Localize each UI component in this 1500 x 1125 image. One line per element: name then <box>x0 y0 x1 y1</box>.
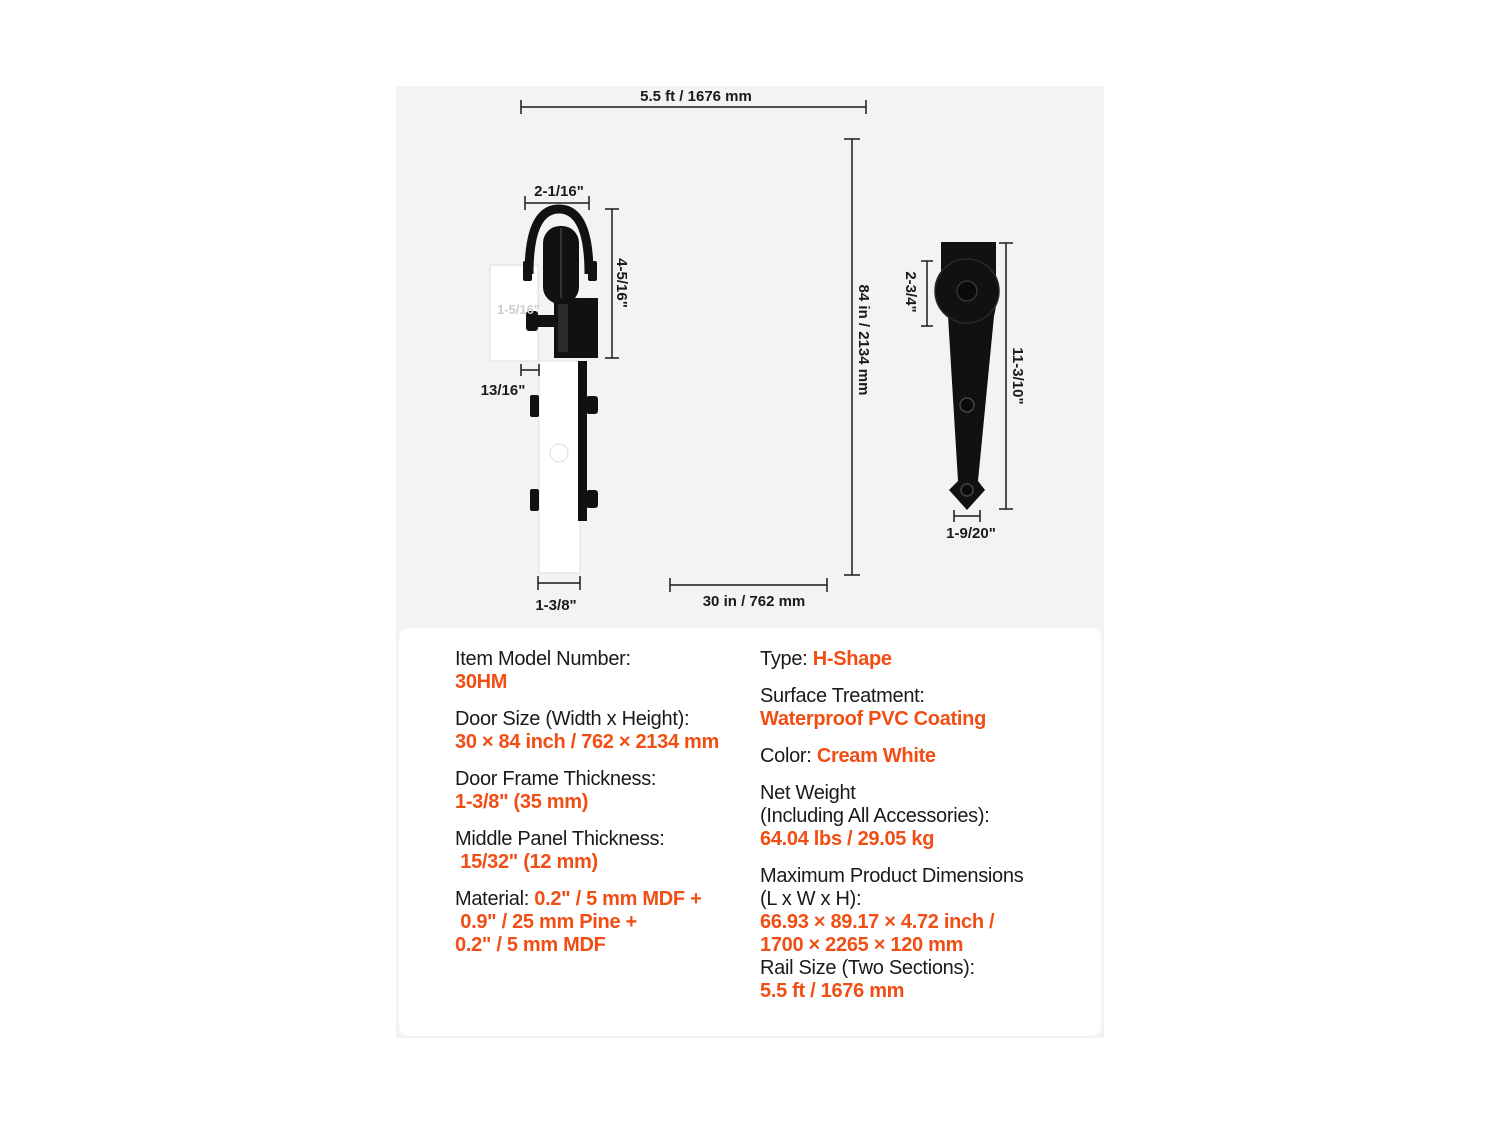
door-knob <box>550 444 568 462</box>
spec-label: Type: <box>760 648 813 670</box>
hanger-width-label: 2-1/16" <box>534 183 584 200</box>
bolt-head-left <box>530 395 539 417</box>
spec-max-dimensions <box>760 865 1090 957</box>
bolt-nut-right <box>586 396 598 414</box>
spec-value: 66.93 × 89.17 × 4.72 inch / <box>760 911 995 933</box>
spec-value: H-Shape <box>812 648 892 670</box>
spec-value: 0.2" / 5 mm MDF + <box>534 888 702 910</box>
spec-frame-thickness <box>455 768 755 814</box>
spec-label: Color: <box>760 745 817 767</box>
strap-length-label: 11-3/10" <box>1009 347 1026 405</box>
door-height-label: 84 in / 2134 mm <box>855 284 872 396</box>
spec-value: 64.04 lbs / 29.05 kg <box>760 828 935 850</box>
spec-panel-thickness <box>455 828 755 874</box>
bolt-head-left <box>530 489 539 511</box>
spec-value: 30HM <box>455 671 508 693</box>
gap-dimension <box>521 364 539 376</box>
spacer-label: 1-5/16" <box>497 302 541 317</box>
arrow-strap-front-view <box>935 242 999 510</box>
spec-label: (Including All Accessories): <box>760 805 990 827</box>
spec-surface-treatment <box>760 685 1090 731</box>
spec-label: Rail Size (Two Sections): <box>760 957 975 979</box>
specs-left-column <box>455 648 755 971</box>
gap-label: 13/16" <box>480 382 526 399</box>
spec-net-weight <box>760 782 1090 851</box>
rail-length-label: 5.5 ft / 1676 mm <box>640 88 752 105</box>
hanger-height-label: 4-5/16" <box>613 258 630 308</box>
strap-width-label: 1-9/20" <box>946 525 996 542</box>
spec-value: 1-3/8" (35 mm) <box>455 791 589 813</box>
strap-width-dimension <box>954 510 980 522</box>
dimension-diagram <box>396 86 1104 631</box>
spec-label: Surface Treatment: <box>760 685 925 707</box>
strap-bolt <box>960 398 974 412</box>
spec-value: Cream White <box>816 745 936 767</box>
spec-label: Middle Panel Thickness: <box>455 828 665 850</box>
wheel-hub <box>957 281 977 301</box>
spec-value: 30 × 84 inch / 762 × 2134 mm <box>455 731 720 753</box>
spec-label: Item Model Number: <box>455 648 631 670</box>
spec-label: Door Size (Width x Height): <box>455 708 690 730</box>
door-width-label: 30 in / 762 mm <box>702 593 806 610</box>
spec-type <box>760 648 1090 671</box>
specifications-panel <box>399 628 1101 1036</box>
door-thickness-dimension <box>538 576 580 590</box>
spec-door-size <box>455 708 755 754</box>
strap-bolt <box>961 484 973 496</box>
spec-label: Net Weight <box>760 782 856 804</box>
spec-label: Material: <box>455 888 535 910</box>
spec-model <box>455 648 755 694</box>
spec-color <box>760 745 1090 768</box>
spec-label: Maximum Product Dimensions <box>760 865 1024 887</box>
spec-label: (L x W x H): <box>760 888 862 910</box>
door-edge <box>539 361 580 573</box>
spec-value: 0.2" / 5 mm MDF <box>455 934 606 956</box>
strap-wheel-dimension <box>921 261 933 326</box>
bolt-nut-right <box>586 490 598 508</box>
spec-value: 5.5 ft / 1676 mm <box>760 980 905 1002</box>
door-thickness-label: 1-3/8" <box>535 597 577 614</box>
strap-wheel-label: 2-3/4" <box>902 271 919 313</box>
spec-value: 0.9" / 25 mm Pine + <box>455 911 637 933</box>
door-width-dimension <box>670 578 827 592</box>
specs-right-column <box>760 648 1090 1017</box>
spec-rail-size <box>760 957 1090 1003</box>
spec-value: 15/32" (12 mm) <box>455 851 598 873</box>
spec-value: 1700 × 2265 × 120 mm <box>760 934 964 956</box>
spec-label: Door Frame Thickness: <box>455 768 657 790</box>
spec-value: Waterproof PVC Coating <box>760 708 986 730</box>
spec-material <box>455 888 755 957</box>
